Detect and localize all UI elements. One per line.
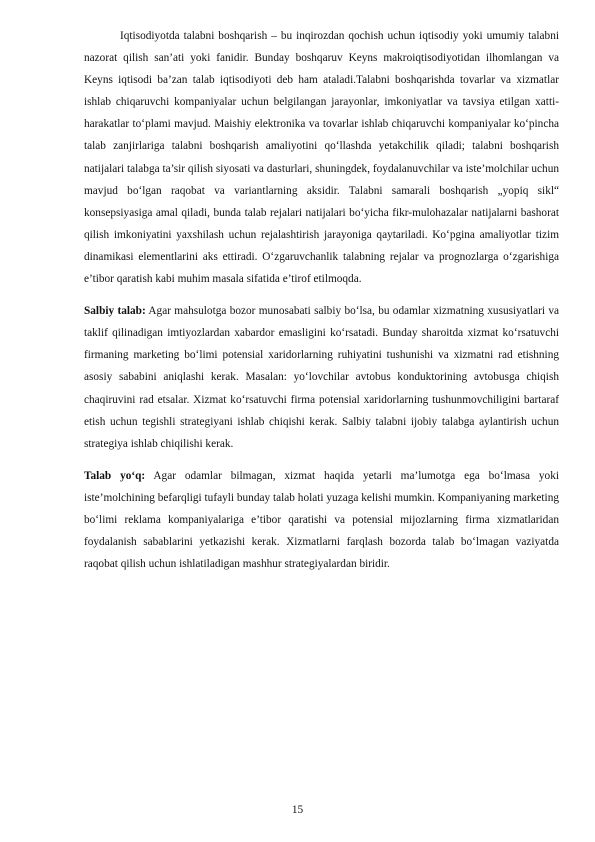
document-page (84, 25, 559, 575)
paragraph-text: Agar mahsulotga bozor munosabati salbiy bo‘lsa, bu odamlar xizmatning xususiyatlari va taklif qilinadigan imtiyozlardan xabardor emasligini ko‘rsatadi. Bunday sharoitda xizmat ko‘rsatuvchi firmaning marketing bo‘limi potensial xaridorlarning ruhiyatini tushunishi va xizmatni rad etishning asosiy sababini aniqlashi kerak. Masalan: yo‘lovchilar avtobus konduktorining avtobusga chiqish chaqiruvini rad etsalar. Xizmat ko‘rsatuvchi firma potensial xaridorlarning tushunmovchiligini bartaraf etish uchun tegishli strategiyani ishlab chiqishi kerak. Salbiy talabni ijobiy talabga aylantirish uchun strategiya ishlab chiqilishi kerak. (84, 305, 559, 450)
term-heading: Talab yo‘q: (84, 469, 146, 482)
term-heading: Salbiy talab: (84, 305, 146, 318)
page-number: 15 (291, 804, 304, 816)
paragraph-text: Agar odamlar bilmagan, xizmat haqida yetarli ma’lumotga ega bo‘lmasa yoki iste’molchining befarqligi tufayli bunday talab holati yuzaga kelishi mumkin. Kompaniyaning marketing bo‘limi reklama kompaniyalariga e’tibor qaratishi va potensial mijozlarning firma xizmatlaridan foydalanish sabablarini yetkazishi kerak. Xizmatlarni farqlash bozorda talab bo‘lmagan vaziyatda raqobat qilish uchun ishlatiladigan mashhur strategiyalardan biridir. (84, 469, 559, 571)
no-demand-paragraph (84, 465, 559, 575)
paragraph-text: Iqtisodiyotda talabni boshqarish – bu inqirozdan qochish uchun iqtisodiy yoki umumiy talabni nazorat qilish san’ati yoki fanidir. Bunday boshqaruv Keyns makroiqtisodiyotidan ilhomlangan va Keyns iqtisodi ba’zan talab iqtisodiyoti deb ham ataladi.Talabni boshqarishda tovarlar va xizmatlar ishlab chiqaruvchi kompaniyalar uchun belgilangan jarayonlar, imkoniyatlar va tavsiya etilgan xatti-harakatlar to‘plami mavjud. Maishiy elektronika va tovarlar ishlab chiqaruvchi kompaniyalar ko‘pincha talab zanjirlariga talabni boshqarish amaliyotini qo‘llashda yetakchilik qiladi; talabni boshqarish natijalari talabga ta’sir qilish siyosati va dasturlari, shuningdek, foydalanuvchilar va iste’molchilar uchun mavjud bo‘lgan raqobat va variantlarning aksidir. Talabni samarali boshqarish „yopiq sikl“ konsepsiyasiga amal qiladi, bunda talab rejalari natijalari bo‘yicha fikr-mulohazalar natijalarni bashorat qilish imkoniyatini yaxshilash uchun rejalashtirish jarayoniga qaytariladi. Ko‘pgina amaliyotlar tizim dinamikasi elementlarini aks ettiradi. O‘zgaruvchanlik talabning rejalar va prognozlarga o‘zgarishiga e’tibor qaratish kabi muhim masala sifatida e’tirof etilmoqda. (84, 30, 559, 286)
intro-paragraph (84, 25, 559, 290)
negative-demand-paragraph (84, 300, 559, 455)
